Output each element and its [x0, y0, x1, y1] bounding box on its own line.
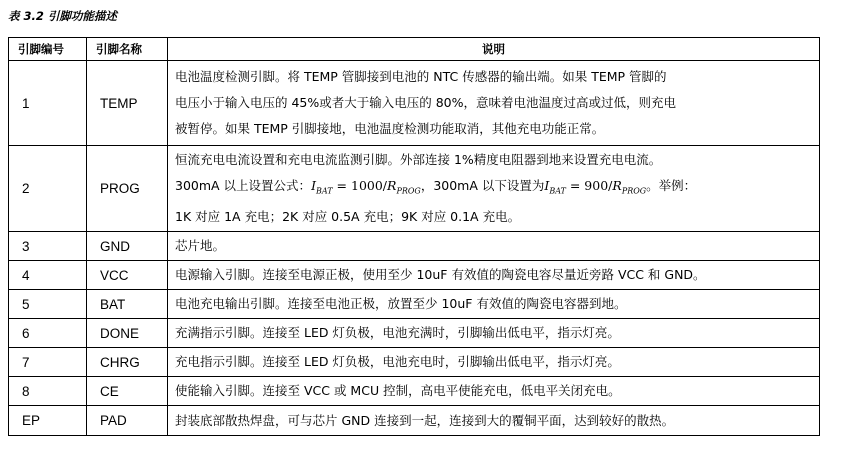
description-line: 1K 对应 1A 充电；2K 对应 0.5A 充电；9K 对应 0.1A 充电。	[175, 209, 521, 225]
table-row	[9, 290, 820, 319]
formula-variable: I	[544, 177, 550, 193]
pin-number: EP	[9, 406, 87, 436]
formula-below-300ma	[544, 177, 647, 196]
formula-variable: I	[311, 177, 317, 193]
formula-suffix-text: 。举例：	[646, 177, 697, 193]
pin-description: 封装底部散热焊盘，可与芯片 GND 连接到一起，连接到大的覆铜平面，达到较好的散热。	[168, 406, 820, 436]
table-row	[9, 319, 820, 348]
pin-number: 4	[9, 261, 87, 290]
header-pin-number: 引脚编号	[9, 38, 87, 61]
pin-name: PAD	[87, 406, 168, 436]
formula-prefix-text: 300mA 以上设置公式：	[175, 177, 312, 193]
pin-description	[168, 61, 820, 146]
table-row	[9, 61, 820, 146]
pin-description: 充满指示引脚。连接至 LED 灯负极，电池充满时，引脚输出低电平，指示灯亮。	[168, 319, 820, 348]
pin-number: 7	[9, 348, 87, 377]
table-row	[9, 261, 820, 290]
formula-subscript: BAT	[316, 186, 333, 196]
table-header-row	[9, 38, 820, 61]
pin-description: 芯片地。	[168, 232, 820, 261]
table-row	[9, 406, 820, 436]
pin-name: BAT	[87, 290, 168, 319]
formula-variable: R	[612, 177, 622, 193]
formula-expression: = 1000/	[332, 177, 388, 193]
pin-number: 8	[9, 377, 87, 406]
table-row	[9, 146, 820, 232]
header-pin-name: 引脚名称	[87, 38, 168, 61]
table-caption: 表 3.2 引脚功能描述	[8, 9, 117, 23]
pin-number: 5	[9, 290, 87, 319]
pin-description: 充电指示引脚。连接至 LED 灯负极，电池充电时，引脚输出低电平，指示灯亮。	[168, 348, 820, 377]
pin-number: 2	[9, 146, 87, 232]
pin-description: 电源输入引脚。连接至电源正极，使用至少 10uF 有效值的陶瓷电容尽量近旁路 VCC 和 GND。	[168, 261, 820, 290]
pin-description: 使能输入引脚。连接至 VCC 或 MCU 控制，高电平使能充电，低电平关闭充电。	[168, 377, 820, 406]
description-line: 电池温度检测引脚。将 TEMP 管脚接到电池的 NTC 传感器的输出端。如果 TEMP 管脚的	[175, 69, 667, 84]
pin-name: TEMP	[87, 61, 168, 146]
pin-name: GND	[87, 232, 168, 261]
description-line: 恒流充电电流设置和充电电流监测引脚。外部连接 1%精度电阻器到地来设置充电电流。	[175, 151, 662, 167]
pin-name: VCC	[87, 261, 168, 290]
pin-number: 1	[9, 61, 87, 146]
table-row	[9, 377, 820, 406]
pin-name: PROG	[87, 146, 168, 232]
pin-description	[168, 146, 820, 232]
formula-subscript: PROG	[396, 186, 421, 196]
description-line-with-formula	[175, 173, 815, 205]
pin-name: DONE	[87, 319, 168, 348]
pin-number: 6	[9, 319, 87, 348]
formula-subscript: BAT	[549, 186, 566, 196]
pin-name: CHRG	[87, 348, 168, 377]
header-description: 说明	[168, 38, 820, 61]
description-line: 被暂停。如果 TEMP 引脚接地，电池温度检测功能取消，其他充电功能正常。	[175, 121, 605, 136]
pin-description: 电池充电输出引脚。连接至电池正极，放置至少 10uF 有效值的陶瓷电容器到地。	[168, 290, 820, 319]
formula-middle-text: ，300mA 以下设置为	[420, 177, 545, 193]
description-line: 电压小于输入电压的 45%或者大于输入电压的 80%，意味着电池温度过高或过低，则充电	[175, 95, 677, 110]
pin-name: CE	[87, 377, 168, 406]
table-row	[9, 348, 820, 377]
table-row	[9, 232, 820, 261]
formula-subscript: PROG	[621, 186, 647, 196]
formula-expression: = 900/	[565, 177, 613, 193]
pin-number: 3	[9, 232, 87, 261]
formula-above-300ma	[311, 177, 421, 196]
pin-function-table	[8, 37, 820, 436]
formula-variable: R	[387, 177, 397, 193]
